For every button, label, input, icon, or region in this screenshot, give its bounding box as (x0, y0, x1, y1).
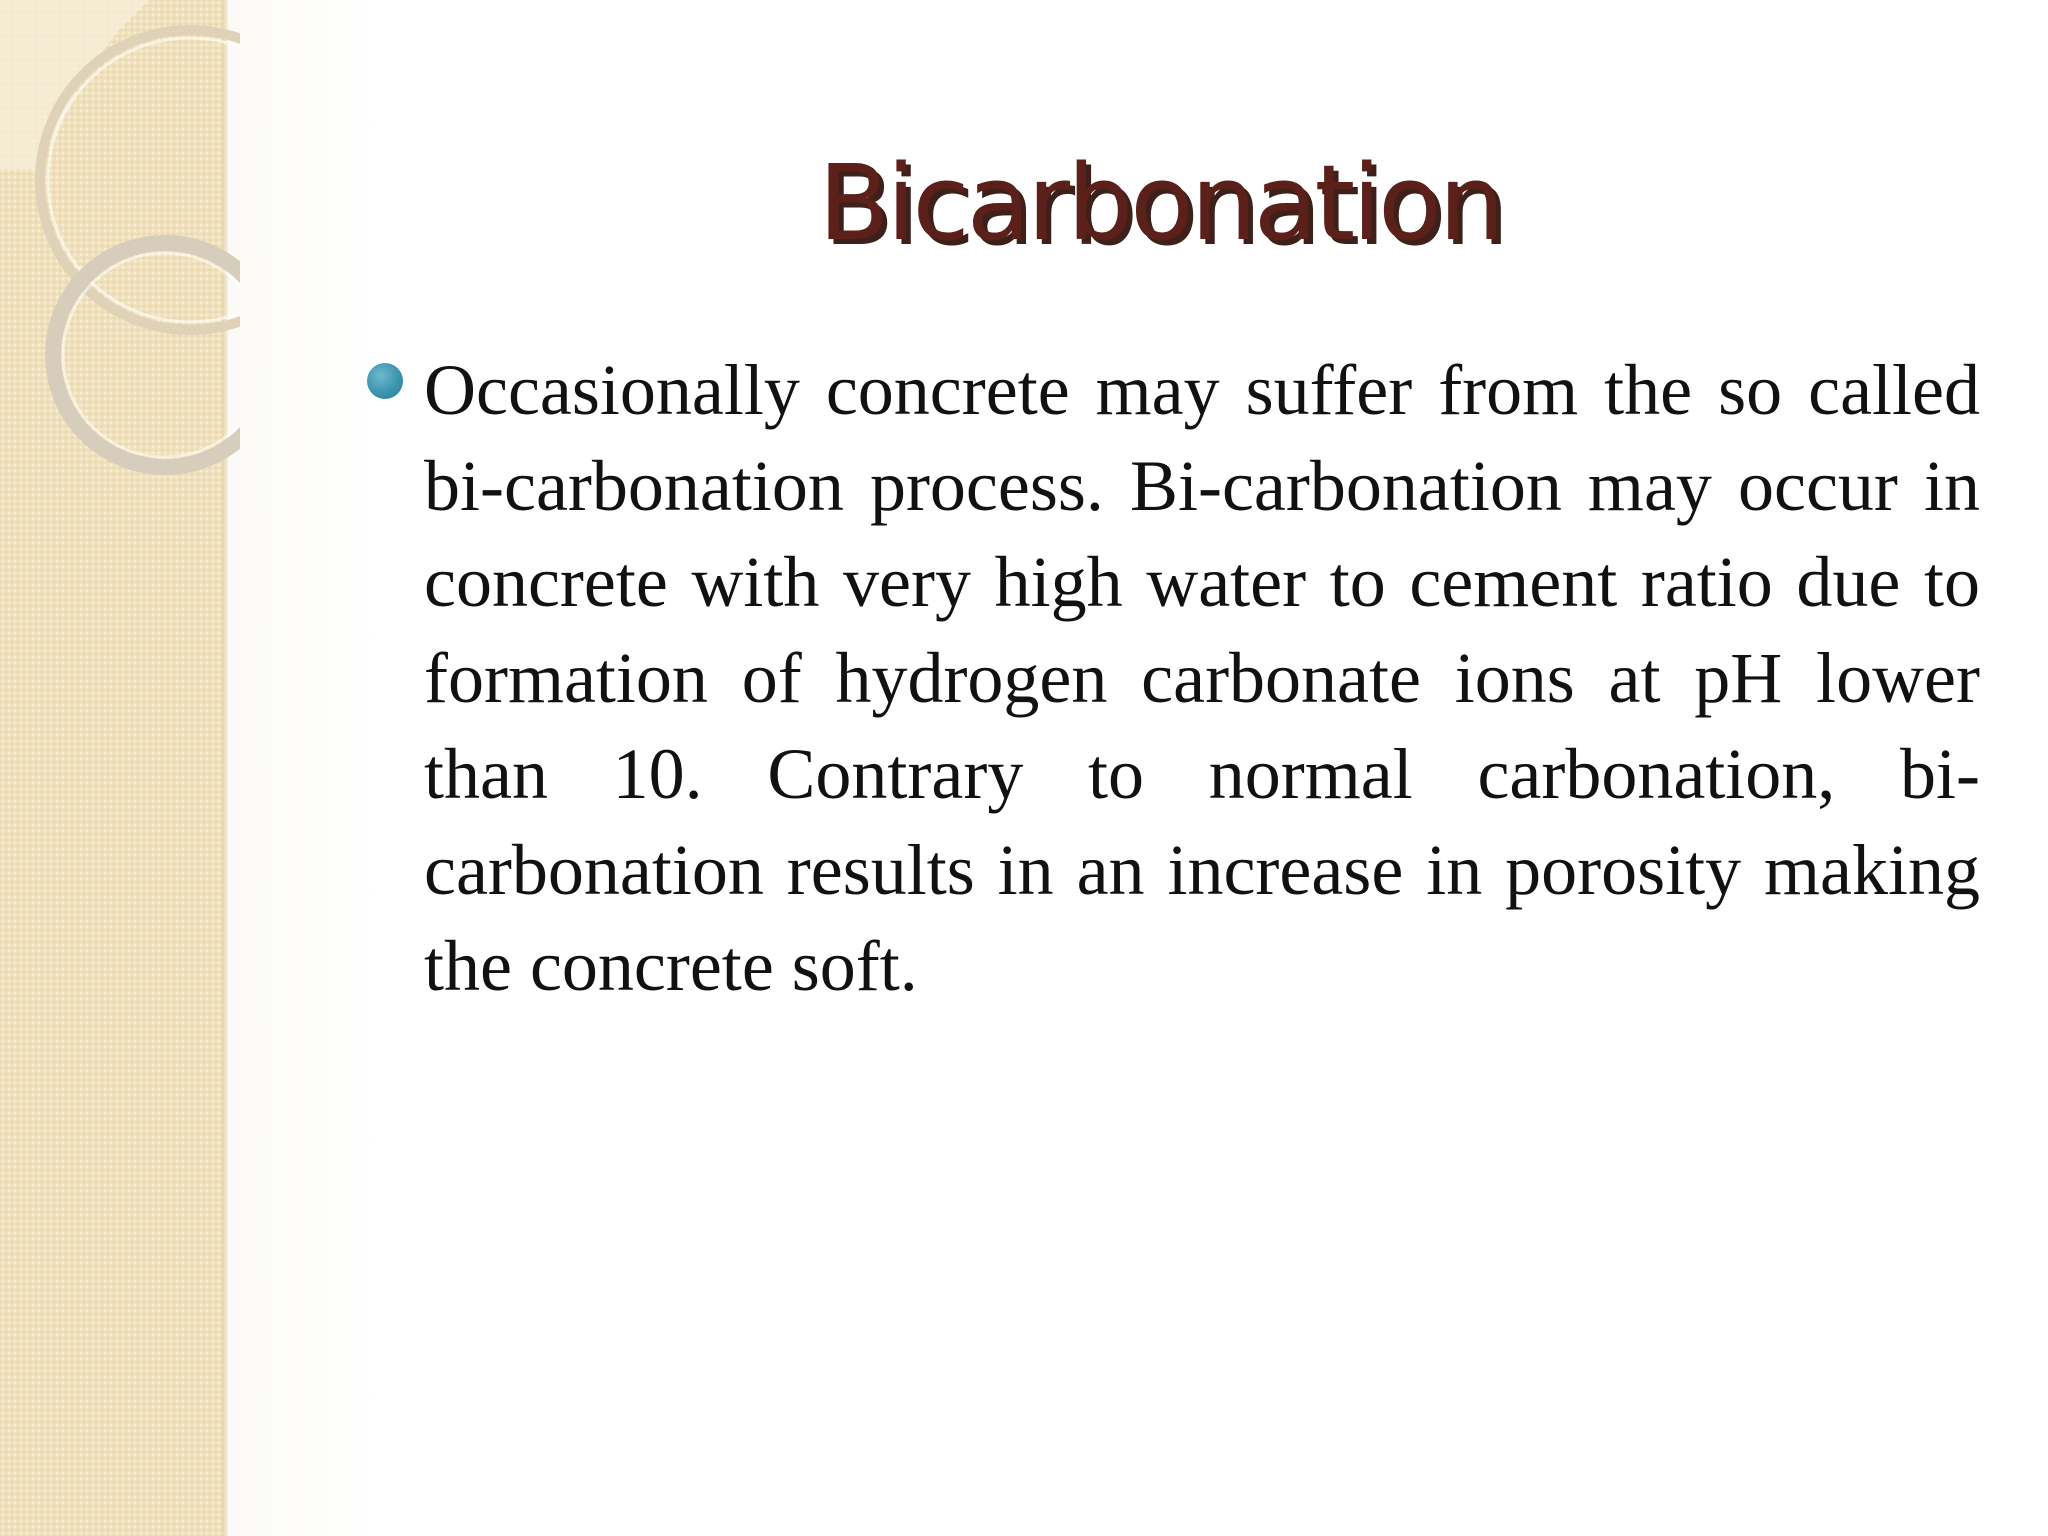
bullet-dot-icon (367, 363, 403, 399)
slide-title: Bicarbonation (818, 142, 1502, 264)
ring-small-inner (63, 253, 240, 457)
ring-small (53, 243, 240, 467)
bullet-text: Occasionally concrete may suffer from the so called bi-carbonation process. Bi-carbonation may occur in concrete with very high water to cement ratio due to formation of hydrogen carbonate ions at pH lower than 10. Contrary to normal carbonation, bi-carbonation results in an increase in porosity making the concrete soft. (424, 350, 1980, 1006)
decorative-rings (0, 0, 240, 520)
